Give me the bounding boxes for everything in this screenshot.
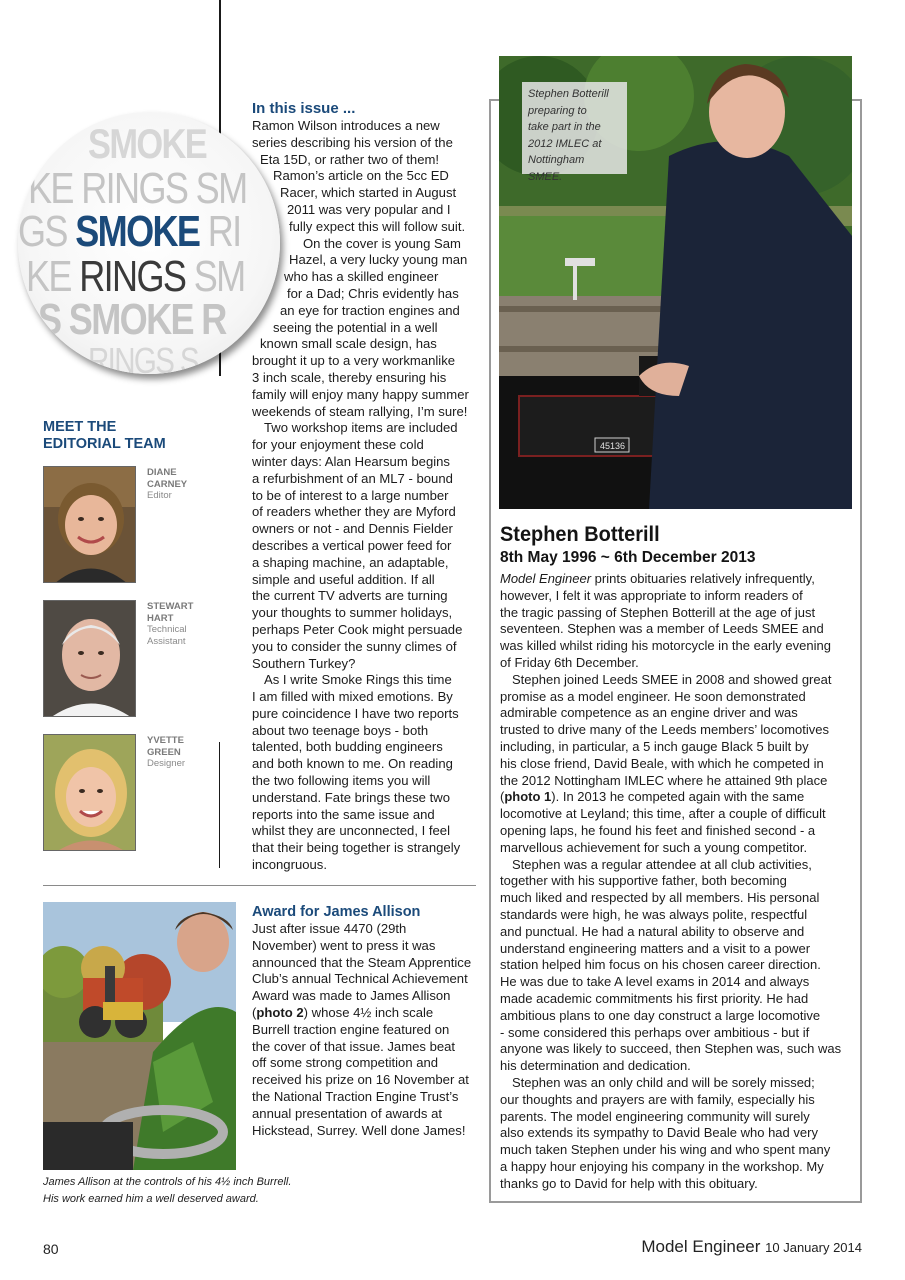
text-line: a refurbishment of an ML7 - bound <box>252 470 453 486</box>
award-photo <box>43 902 236 1170</box>
logo-smoke-word: SMOKE <box>75 207 200 256</box>
text-line: to be of interest to a large number <box>252 487 449 503</box>
award-heading: Award for James Allison <box>252 904 421 920</box>
text-line: brought it up to a very workmanlike <box>252 353 456 369</box>
text-line: Ramon’s article on the 5cc ED <box>273 168 449 184</box>
text-line: the National Traction Engine Trust’s <box>252 1088 459 1104</box>
member-role: Designer <box>147 758 186 769</box>
text-line: family will enjoy many happy summer <box>252 386 469 402</box>
text-line: (photo 1). In 2013 he competed again with the same <box>500 789 805 805</box>
photo-reference: photo 2 <box>256 1004 304 1020</box>
text-line: made academic commitments his first priority. He had <box>500 990 809 1006</box>
magazine-title: Model Engineer <box>500 571 592 586</box>
text-line: about two teenage boys - both <box>252 722 429 738</box>
text-line: Ramon Wilson introduces a new <box>252 118 440 133</box>
text-line: owners or not - and Dennis Fielder <box>252 521 453 537</box>
text-line: his determination and dedication. <box>500 1058 691 1074</box>
text-line: Stephen joined Leeds SMEE in 2008 and showed great <box>512 671 832 687</box>
smoke-rings-logo <box>18 112 280 374</box>
member-first-name: DIANE <box>147 467 177 478</box>
text-line: weekends of steam rallying, I’m sure! <box>252 403 468 419</box>
editorial-team-heading-line2: EDITORIAL TEAM <box>43 435 166 452</box>
text-line: and punctual. He had a natural ability to observe and <box>500 923 805 939</box>
intro-heading: In this issue ... <box>252 100 356 117</box>
text-line: Eta 15D, or rather two of them! <box>260 151 440 167</box>
text-line: locomotive at Leyland; this time, after a couple of difficult <box>500 806 826 822</box>
intro-text <box>252 118 480 874</box>
team-member-yvette <box>147 735 217 770</box>
logo-line: S SMOKE R <box>38 295 226 344</box>
magazine-name: Model Engineer <box>641 1237 761 1256</box>
award-text <box>252 921 480 1139</box>
text-line: the current TV adverts are turning <box>252 588 448 604</box>
logo-ghost-left2: KE <box>26 252 80 301</box>
text-line: and both known to me. On reading <box>252 756 453 772</box>
text-line: our thoughts and prayers are with family, especially his <box>500 1091 815 1107</box>
text-line: Stephen was an only child and will be sorely missed; <box>512 1074 815 1090</box>
text-line: also extends its sympathy to David Beale who had very <box>500 1125 818 1141</box>
text-line: ambitious plans to one day construct a large locomotive <box>500 1007 821 1023</box>
text-line: a shaping machine, an adaptable, <box>252 554 449 570</box>
member-role: Editor <box>147 490 172 501</box>
text-line: perhaps Peter Cook might persuade <box>252 621 463 637</box>
text-line: seeing the potential in a well <box>273 319 438 335</box>
text-line: known small scale design, has <box>260 336 437 352</box>
text-line: anyone was likely to succeed, then Stephen was, such was <box>500 1041 842 1057</box>
text-line: the tragic passing of Stephen Botterill at the age of just <box>500 604 816 620</box>
member-role: Technical Assistant <box>147 624 187 647</box>
text-line: pure coincidence I have two reports <box>252 705 459 721</box>
text-line: - some considered this perhaps over ambitious - but if <box>500 1024 810 1040</box>
text-line: 2011 was very popular and I <box>287 201 451 217</box>
team-member-stewart <box>147 601 217 647</box>
text-line: his close friend, David Beale, with which he competed in <box>500 755 824 771</box>
avatar-stewart-hart <box>43 600 136 717</box>
member-last-name: CARNEY <box>147 478 188 490</box>
text-line: incongruous. <box>252 857 327 873</box>
logo-line: KE RINGS SM <box>28 164 247 213</box>
text-line: I am filled with mixed emotions. By <box>252 689 453 705</box>
text-line: together with his supportive father, both becoming <box>500 873 787 889</box>
text-line: station helped him focus on his chosen career direction. <box>500 957 821 973</box>
caption-line: His work earned him a well deserved award. <box>43 1193 259 1205</box>
text-line: describes a vertical power feed for <box>252 537 452 553</box>
text-line: Hazel, a very lucky young man <box>289 252 468 268</box>
text-line: your thoughts to summer holidays, <box>252 605 453 621</box>
section-divider <box>43 885 476 886</box>
caption-line: Stephen Botterill <box>528 88 609 100</box>
caption-line: 2012 IMLEC at <box>528 137 602 150</box>
text-line: November) went to press it was <box>252 937 436 953</box>
text-line: much liked and respected by all members. His personal <box>500 890 820 906</box>
text-line: annual presentation of awards at <box>252 1105 442 1121</box>
text-line: of Friday 6th December. <box>500 654 639 670</box>
text-line: Hickstead, Surrey. Well done James! <box>252 1122 466 1138</box>
award-photo-caption <box>43 1174 343 1208</box>
obituary-text <box>500 571 855 1192</box>
photo-reference: photo 1 <box>504 789 552 805</box>
text-line: much taken Stephen under his wing and who spent many <box>500 1142 831 1158</box>
text-line: Club’s annual Technical Achievement <box>252 971 468 987</box>
text-line: Burrell traction engine featured on <box>252 1021 450 1037</box>
text-line: promise as a model engineer. He soon demonstrated <box>500 688 806 704</box>
obituary-name: Stephen Botterill <box>500 523 660 546</box>
text-line: whilst they are unconnected, I feel <box>252 823 450 839</box>
obituary-photo-caption <box>522 82 627 183</box>
text-line: you to consider the sunny climes of <box>252 638 457 654</box>
text-line: 3 inch scale, thereby ensuring his <box>252 369 447 385</box>
text-line: simple and useful addition. If all <box>252 571 435 587</box>
text-line: however, I felt it was appropriate to inform readers of <box>500 587 803 603</box>
text-line: As I write Smoke Rings this time <box>264 672 452 688</box>
text-line: of readers whether they are Myford <box>252 504 456 520</box>
member-first-name: STEWART <box>147 601 194 612</box>
editorial-team-heading-line1: MEET THE <box>43 419 117 435</box>
editorial-team-heading <box>43 419 213 452</box>
text-line: an eye for traction engines and <box>280 302 460 318</box>
text-line: including, in particular, a 5 inch gauge Black 5 built by <box>500 738 809 754</box>
page-number: 80 <box>43 1241 59 1257</box>
text-line: winter days: Alan Hearsum begins <box>252 453 450 469</box>
logo-line: SMOKE <box>88 120 207 167</box>
text-line: standards were high, he was always polite, respectful <box>500 906 808 922</box>
team-member-diane <box>147 467 217 502</box>
text-line: for a Dad; Chris evidently has <box>287 285 459 301</box>
text-line: marvellous achievement for such a young competitor. <box>500 839 808 855</box>
text-line: Stephen was a regular attendee at all club activities, <box>512 856 812 872</box>
logo-ghost-right: RI <box>199 207 241 256</box>
text-line: understand engineering matters and a visit to a power <box>500 940 811 956</box>
logo-ghost-right2: SM <box>185 252 245 301</box>
text-line: the cover of that issue. James beat <box>252 1038 456 1054</box>
text-line: was killed whilst riding his motorcycle in the early evening <box>500 638 831 654</box>
member-first-name: YVETTE <box>147 735 184 746</box>
text-line: that their being together is strangely <box>252 840 461 856</box>
text-line: Two workshop items are included <box>264 420 458 436</box>
text-line: who has a skilled engineer <box>284 269 439 285</box>
text-line: for your enjoyment these cold <box>252 437 424 453</box>
caption-line: take part in the <box>528 121 601 133</box>
text-line: (photo 2) whose 4½ inch scale <box>252 1004 434 1020</box>
caption-line: Nottingham SMEE. <box>528 154 585 183</box>
column-divider-lower <box>219 742 220 868</box>
text-line: Racer, which started in August <box>280 185 457 201</box>
text-line: On the cover is young Sam <box>303 235 461 251</box>
text-line: seventeen. Stephen was a member of Leeds SMEE and <box>500 621 824 637</box>
svg-text:45136: 45136 <box>600 441 626 451</box>
text-line: understand. Fate brings these two <box>252 789 450 805</box>
text-line: talented, both budding engineers <box>252 739 443 755</box>
text-line: reports into the same issue and <box>252 806 435 822</box>
magazine-footer <box>641 1237 862 1257</box>
text-line: admirable competence as an engine driver and was <box>500 705 798 721</box>
logo-line-highlight <box>18 207 241 257</box>
text-line: off some strong competition and <box>252 1055 439 1071</box>
text-line: series describing his version of the <box>252 134 453 150</box>
member-last-name: GREEN <box>147 746 181 758</box>
text-line: Award was made to James Allison <box>252 988 451 1004</box>
obituary-dates: 8th May 1996 ~ 6th December 2013 <box>500 549 756 566</box>
text-line: Model Engineer prints obituaries relatively infrequently, <box>500 571 815 586</box>
text-line: thanks go to David for help with this obituary. <box>500 1175 758 1191</box>
text-line: He was due to take A level exams in 2014 and always <box>500 974 810 990</box>
text-line: the 2012 Nottingham IMLEC where he attained 9th place <box>500 772 828 788</box>
issue-date: 10 January 2014 <box>765 1240 862 1255</box>
text-line: a happy hour enjoying his company in the workshop. My <box>500 1158 824 1174</box>
caption-line: James Allison at the controls of his 4½ inch Burrell. <box>43 1176 292 1188</box>
text-line: opening laps, he found his feet and finished second - a <box>500 822 816 838</box>
text-line: Just after issue 4470 (29th <box>252 921 407 936</box>
logo-rings-word: RINGS <box>79 252 186 301</box>
text-line: the two following items you will <box>252 773 431 789</box>
member-last-name: HART <box>147 612 174 624</box>
text-line: received his prize on 16 November at <box>252 1072 469 1088</box>
avatar-diane-carney <box>43 466 136 583</box>
logo-ghost-left: GS <box>18 207 76 256</box>
text-line: announced that the Steam Apprentice <box>252 954 472 970</box>
avatar-yvette-green <box>43 734 136 851</box>
text-line: Southern Turkey? <box>252 655 356 671</box>
caption-line: preparing to <box>528 104 587 117</box>
logo-line: RINGS S <box>88 340 198 374</box>
text-line: trusted to drive many of the Leeds members’ locomotives <box>500 722 829 738</box>
text-line: fully expect this will follow suit. <box>289 218 466 234</box>
text-line: parents. The model engineering community will surely <box>500 1108 810 1124</box>
